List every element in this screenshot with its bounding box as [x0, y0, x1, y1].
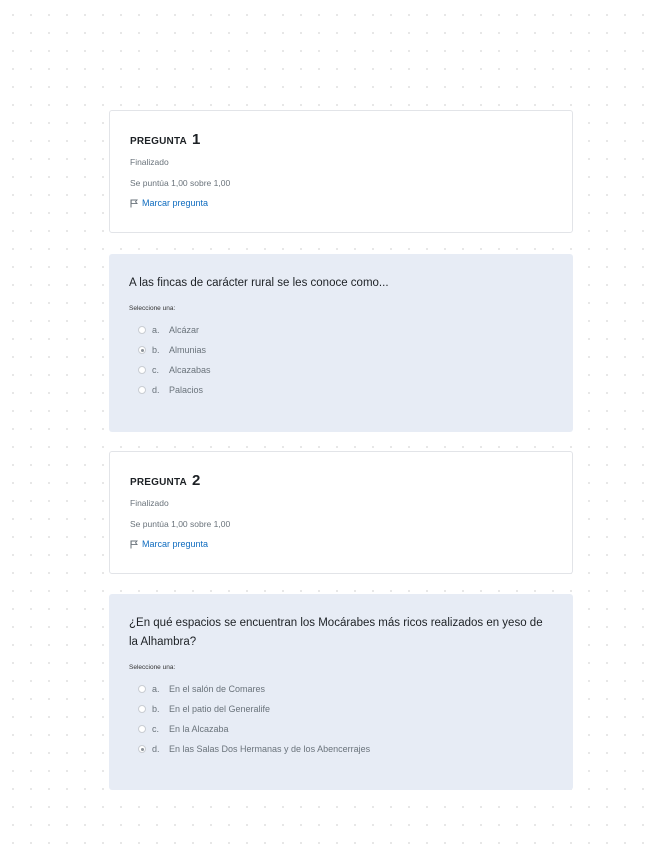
question-1-title: [130, 131, 552, 148]
answer-letter: c.: [152, 724, 160, 734]
question-text: A las fincas de carácter rural se les conoce como...: [129, 277, 389, 289]
question-grade: Se puntúa 1,00 sobre 1,00: [130, 519, 231, 529]
question-text: ¿En qué espacios se encuentran los Mocárabes más ricos realizados en yeso de la Alhambra?: [129, 617, 543, 648]
answer-letter: b.: [152, 704, 160, 714]
flag-question-label: Marcar pregunta: [142, 198, 209, 208]
answer-option-d[interactable]: [129, 739, 553, 759]
flag-icon: [130, 540, 138, 549]
answer-text: En las Salas Dos Hermanas y de los Abencerrajes: [169, 744, 371, 754]
answer-option-c[interactable]: [129, 360, 553, 380]
answer-option-d[interactable]: [129, 380, 553, 400]
question-label: PREGUNTA: [130, 477, 187, 488]
answer-option-c[interactable]: [129, 719, 553, 739]
radio-button[interactable]: [138, 685, 146, 693]
answer-text: Palacios: [169, 385, 204, 395]
answer-prompt: Seleccione una:: [129, 305, 176, 312]
answer-prompt: Seleccione una:: [129, 664, 176, 671]
radio-button[interactable]: [138, 725, 146, 733]
answer-letter: c.: [152, 365, 160, 375]
question-2-info: [109, 451, 573, 574]
radio-button[interactable]: [138, 326, 146, 334]
answer-letter: a.: [152, 684, 160, 694]
flag-icon: [130, 199, 138, 208]
radio-button-checked[interactable]: [138, 346, 146, 354]
answer-option-a[interactable]: [129, 679, 553, 699]
answer-letter: a.: [152, 325, 160, 335]
answer-text: Alcázar: [169, 325, 200, 335]
question-1-content: [109, 254, 573, 432]
question-number: 1: [191, 131, 201, 148]
question-2-title: [130, 472, 552, 489]
radio-button[interactable]: [138, 705, 146, 713]
question-2-content: [109, 594, 573, 790]
question-state: Finalizado: [130, 157, 169, 167]
question-state: Finalizado: [130, 498, 169, 508]
answer-text: Almunias: [169, 345, 207, 355]
answer-option-b[interactable]: [129, 699, 553, 719]
answer-text: En el salón de Comares: [169, 684, 266, 694]
answer-letter: d.: [152, 385, 160, 395]
flag-question-link[interactable]: [130, 539, 552, 549]
question-label: PREGUNTA: [130, 136, 187, 147]
flag-question-label: Marcar pregunta: [142, 539, 209, 549]
question-1-info: [109, 110, 573, 233]
question-number: 2: [191, 472, 201, 489]
answer-text: Alcazabas: [169, 365, 211, 375]
flag-question-link[interactable]: [130, 198, 552, 208]
question-grade: Se puntúa 1,00 sobre 1,00: [130, 178, 231, 188]
answer-letter: b.: [152, 345, 160, 355]
answer-text: En la Alcazaba: [169, 724, 229, 734]
answer-letter: d.: [152, 744, 160, 754]
radio-button-checked[interactable]: [138, 745, 146, 753]
radio-button[interactable]: [138, 366, 146, 374]
answer-option-b[interactable]: [129, 340, 553, 360]
radio-button[interactable]: [138, 386, 146, 394]
answer-option-a[interactable]: [129, 320, 553, 340]
answer-text: En el patio del Generalife: [169, 704, 271, 714]
